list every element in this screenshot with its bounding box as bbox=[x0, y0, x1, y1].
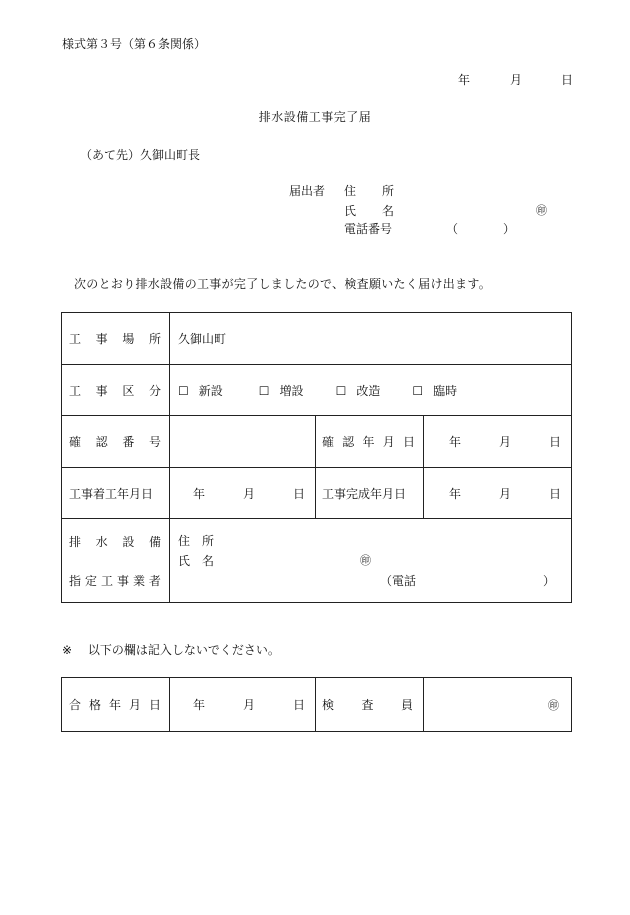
label-char: 月 bbox=[382, 435, 395, 449]
month-unit: 月 bbox=[242, 698, 255, 712]
category-option[interactable] bbox=[178, 382, 223, 399]
category-option-label: 改造 bbox=[356, 383, 381, 398]
label-char: 事 bbox=[95, 332, 108, 346]
label-char: 所 bbox=[148, 332, 161, 346]
site-value-field[interactable]: 久御山町 bbox=[170, 313, 572, 365]
table-row-contractor bbox=[62, 519, 572, 603]
inspector-seal-field[interactable] bbox=[424, 678, 572, 732]
label-char: 日 bbox=[148, 698, 161, 712]
month-unit: 月 bbox=[498, 435, 511, 449]
confirm-no-field[interactable] bbox=[170, 416, 316, 468]
contractor-address-label: 住所 bbox=[178, 533, 227, 548]
day-unit: 日 bbox=[292, 486, 305, 501]
label-char: 工 bbox=[69, 332, 82, 346]
note-text: 以下の欄は記入しないでください。 bbox=[87, 643, 280, 657]
start-date-field[interactable] bbox=[170, 468, 316, 519]
table-row-category bbox=[62, 365, 572, 416]
confirm-no-label bbox=[69, 433, 161, 450]
applicant-phone-close-paren: ） bbox=[503, 222, 516, 236]
label-char: 場 bbox=[122, 332, 135, 346]
site-label bbox=[69, 330, 161, 347]
contractor-phone-row bbox=[178, 571, 555, 591]
category-option[interactable] bbox=[412, 382, 457, 399]
applicant-label: 届出者 bbox=[289, 184, 326, 198]
label-char: 工 bbox=[69, 383, 82, 398]
confirm-no-label-cell bbox=[62, 416, 170, 468]
year-unit: 年 bbox=[448, 486, 461, 501]
form-number: 様式第３号（第６条関係） bbox=[62, 37, 207, 51]
inspector-label-cell bbox=[316, 678, 424, 732]
checkbox-icon[interactable]: ☐ bbox=[178, 383, 189, 398]
document-title: 排水設備工事完了届 bbox=[258, 110, 372, 124]
checkbox-icon[interactable]: ☐ bbox=[258, 383, 270, 398]
label-char: 査 bbox=[361, 698, 374, 712]
day-unit: 日 bbox=[549, 435, 562, 449]
contractor-label-line2 bbox=[69, 572, 161, 589]
label-char: 合 bbox=[69, 698, 82, 712]
label-char: 水 bbox=[95, 534, 108, 549]
year-unit: 年 bbox=[192, 486, 205, 501]
label-char: 認 bbox=[95, 435, 108, 449]
contractor-seal-mark: ㊞ bbox=[360, 553, 371, 567]
complete-date-field[interactable] bbox=[424, 468, 572, 519]
label-char: 月 bbox=[128, 698, 141, 712]
pass-date-label-cell bbox=[62, 678, 170, 732]
label-char: 認 bbox=[342, 435, 355, 449]
label-char: 号 bbox=[148, 435, 161, 449]
label-char: 検 bbox=[322, 698, 335, 712]
contractor-phone-close: ） bbox=[543, 573, 556, 588]
table-row-office bbox=[62, 678, 572, 732]
applicant-phone-label: 電話番号 bbox=[344, 222, 393, 236]
complete-date-units bbox=[424, 485, 561, 502]
applicant-address-label: 住所 bbox=[344, 184, 421, 198]
category-label-cell bbox=[62, 365, 170, 416]
start-date-label: 工事着工年月日 bbox=[69, 486, 154, 501]
label-char: 区 bbox=[122, 383, 135, 398]
year-unit: 年 bbox=[448, 435, 461, 449]
category-option[interactable] bbox=[336, 382, 381, 399]
label-char: 業 bbox=[132, 573, 145, 588]
pass-date-label bbox=[69, 696, 161, 713]
header-date-year: 年 bbox=[458, 73, 471, 87]
table-row-site bbox=[62, 313, 572, 365]
category-option-label: 増設 bbox=[279, 383, 304, 398]
start-date-label-cell bbox=[62, 468, 170, 519]
inspector-label bbox=[322, 696, 413, 713]
start-date-units bbox=[170, 485, 305, 502]
header-date-day: 日 bbox=[561, 73, 574, 87]
applicant-seal-mark: ㊞ bbox=[536, 204, 547, 217]
confirm-date-field[interactable] bbox=[424, 416, 572, 468]
day-unit: 日 bbox=[549, 486, 562, 501]
complete-date-label-cell bbox=[316, 468, 424, 519]
confirm-date-label bbox=[322, 433, 415, 450]
contractor-name-label: 氏名 bbox=[178, 553, 227, 568]
pass-date-field[interactable] bbox=[170, 678, 316, 732]
pass-date-units bbox=[170, 696, 305, 713]
checkbox-icon[interactable]: ☐ bbox=[335, 383, 347, 398]
header-date-month: 月 bbox=[510, 73, 523, 87]
request-statement: 次のとおり排水設備の工事が完了しましたので、検査願いたく届け出ます。 bbox=[74, 277, 492, 291]
contractor-label-cell bbox=[62, 519, 170, 603]
contractor-address-row bbox=[178, 531, 555, 551]
label-char: 格 bbox=[88, 698, 101, 712]
month-unit: 月 bbox=[498, 486, 511, 501]
category-option[interactable] bbox=[259, 382, 304, 399]
category-options bbox=[170, 382, 571, 399]
category-label bbox=[69, 382, 161, 399]
applicant-name-label: 氏名 bbox=[344, 204, 421, 218]
label-char: 年 bbox=[108, 698, 121, 712]
table-row-confirmation bbox=[62, 416, 572, 468]
label-char: 日 bbox=[402, 435, 415, 449]
label-char: 事 bbox=[116, 573, 129, 588]
table-row-dates bbox=[62, 468, 572, 519]
site-label-cell bbox=[62, 313, 170, 365]
label-char: 排 bbox=[69, 534, 82, 549]
label-char: 事 bbox=[95, 383, 108, 398]
construction-details-table bbox=[61, 312, 572, 603]
contractor-name-row bbox=[178, 551, 555, 571]
category-options-cell bbox=[170, 365, 572, 416]
office-use-note bbox=[62, 643, 280, 657]
month-unit: 月 bbox=[242, 486, 255, 501]
addressee: （あて先）久御山町長 bbox=[80, 148, 201, 162]
label-char: 設 bbox=[122, 534, 135, 549]
confirm-date-label-cell bbox=[316, 416, 424, 468]
contractor-label-line1 bbox=[69, 533, 161, 550]
label-char: 分 bbox=[148, 383, 161, 398]
office-use-table bbox=[61, 677, 572, 732]
label-char: 工 bbox=[100, 573, 113, 588]
category-option-label: 新設 bbox=[198, 383, 223, 398]
label-char: 確 bbox=[69, 435, 82, 449]
label-char: 定 bbox=[84, 573, 97, 588]
label-char: 者 bbox=[148, 573, 161, 588]
label-char: 確 bbox=[322, 435, 335, 449]
year-unit: 年 bbox=[192, 698, 205, 712]
applicant-phone-open-paren: （ bbox=[446, 222, 459, 236]
checkbox-icon[interactable]: ☐ bbox=[412, 383, 424, 398]
label-char: 備 bbox=[148, 534, 161, 549]
reference-mark: ※ bbox=[62, 643, 73, 657]
label-char: 指 bbox=[69, 573, 82, 588]
label-char: 番 bbox=[122, 435, 135, 449]
label-char: 年 bbox=[362, 435, 375, 449]
inspector-seal-mark: ㊞ bbox=[548, 698, 559, 712]
label-char: 員 bbox=[400, 698, 413, 712]
day-unit: 日 bbox=[292, 698, 305, 712]
contractor-phone-label: （電話 bbox=[380, 573, 417, 588]
confirm-date-units bbox=[424, 433, 561, 450]
category-option-label: 臨時 bbox=[433, 383, 458, 398]
contractor-info-field[interactable] bbox=[170, 519, 572, 603]
complete-date-label: 工事完成年月日 bbox=[322, 486, 407, 501]
